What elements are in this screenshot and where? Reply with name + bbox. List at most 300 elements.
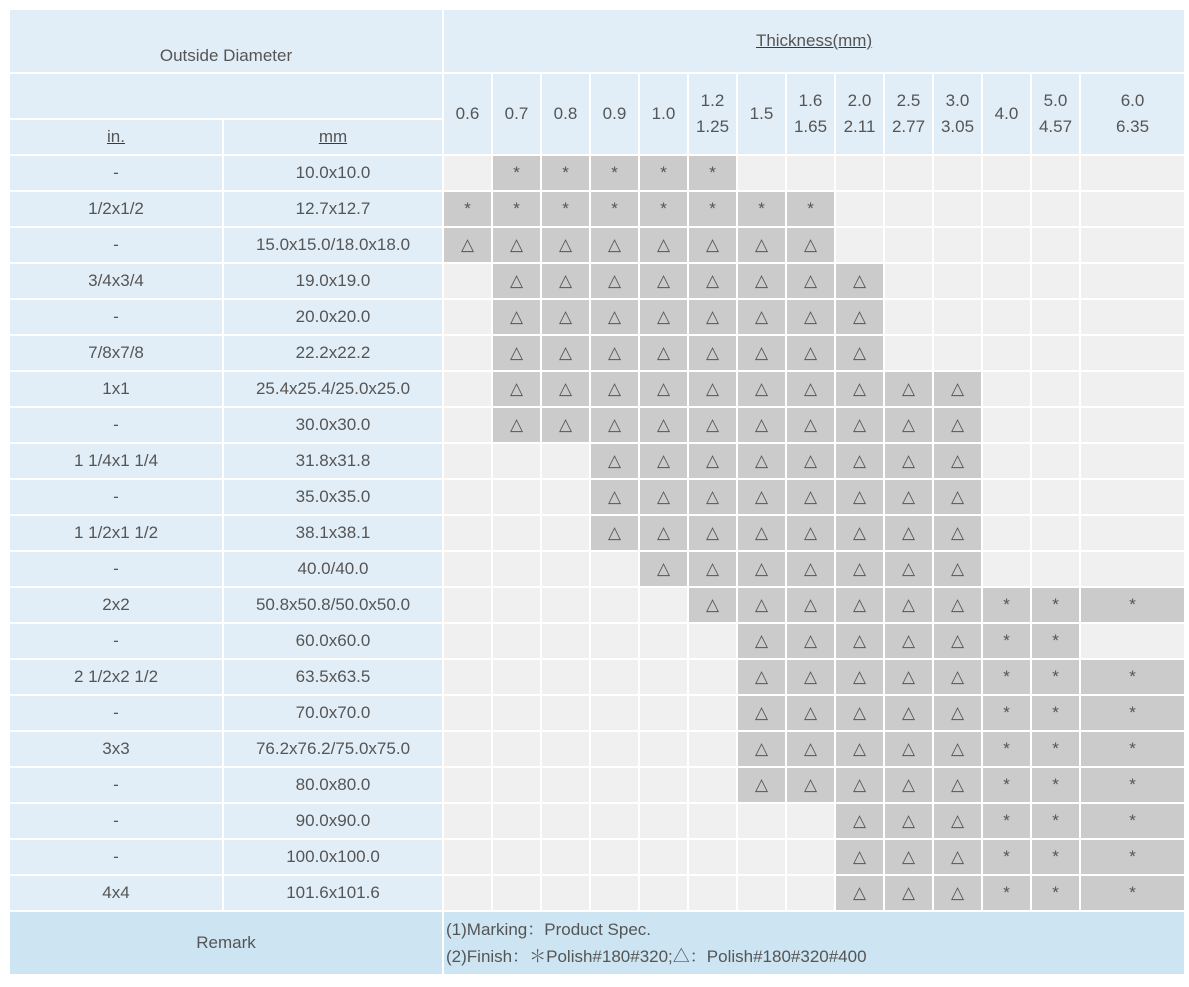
polish-180-320-mark: * xyxy=(982,731,1031,767)
thickness-value: 1.6 xyxy=(798,91,823,110)
empty-cell xyxy=(1080,515,1185,551)
empty-cell xyxy=(590,803,639,839)
polish-180-320-400-mark: △ xyxy=(835,623,884,659)
empty-cell xyxy=(982,299,1031,335)
polish-180-320-400-mark: △ xyxy=(933,443,982,479)
empty-cell xyxy=(443,551,492,587)
remark-text xyxy=(443,911,1185,975)
thickness-value: 1.5 xyxy=(749,104,774,123)
size-inch-cell: - xyxy=(9,407,223,443)
polish-180-320-400-mark: △ xyxy=(933,839,982,875)
thickness-value: 0.7 xyxy=(504,104,529,123)
size-inch-cell: - xyxy=(9,227,223,263)
polish-180-320-mark: * xyxy=(1031,875,1080,911)
spec-table xyxy=(8,8,1186,976)
empty-cell xyxy=(492,839,541,875)
polish-180-320-400-mark: △ xyxy=(786,371,835,407)
polish-180-320-mark: * xyxy=(1031,731,1080,767)
size-inch-cell: 2 1/2x2 1/2 xyxy=(9,659,223,695)
polish-180-320-400-mark: △ xyxy=(590,263,639,299)
empty-cell xyxy=(492,479,541,515)
polish-180-320-400-mark: △ xyxy=(933,659,982,695)
size-inch-cell: - xyxy=(9,551,223,587)
size-inch-cell: - xyxy=(9,839,223,875)
polish-180-320-400-mark: △ xyxy=(786,443,835,479)
thickness-col-12 xyxy=(1031,73,1080,155)
empty-cell xyxy=(737,803,786,839)
header-row-1 xyxy=(9,9,1185,73)
empty-cell xyxy=(492,623,541,659)
empty-cell xyxy=(786,839,835,875)
empty-cell xyxy=(1031,299,1080,335)
polish-180-320-400-mark: △ xyxy=(688,227,737,263)
polish-180-320-400-mark: △ xyxy=(884,551,933,587)
empty-cell xyxy=(443,767,492,803)
table-row xyxy=(9,443,1185,479)
empty-cell xyxy=(492,731,541,767)
empty-cell xyxy=(590,839,639,875)
empty-cell xyxy=(590,875,639,911)
empty-cell xyxy=(884,299,933,335)
polish-180-320-400-mark: △ xyxy=(492,227,541,263)
thickness-label: Thickness(mm) xyxy=(755,31,873,50)
thickness-value-alt: 2.77 xyxy=(891,117,926,136)
empty-cell xyxy=(786,875,835,911)
polish-180-320-400-mark: △ xyxy=(492,335,541,371)
polish-180-320-mark: * xyxy=(1080,803,1185,839)
thickness-value-alt: 2.11 xyxy=(843,117,876,136)
thickness-value: 0.8 xyxy=(553,104,578,123)
polish-180-320-400-mark: △ xyxy=(541,335,590,371)
polish-180-320-400-mark: △ xyxy=(688,335,737,371)
size-inch-cell: 4x4 xyxy=(9,875,223,911)
empty-cell xyxy=(933,191,982,227)
polish-180-320-400-mark: △ xyxy=(884,515,933,551)
polish-180-320-400-mark: △ xyxy=(835,443,884,479)
empty-cell xyxy=(786,803,835,839)
polish-180-320-400-mark: △ xyxy=(492,407,541,443)
polish-180-320-400-mark: △ xyxy=(786,731,835,767)
polish-180-320-400-mark: △ xyxy=(688,407,737,443)
polish-180-320-400-mark: △ xyxy=(933,587,982,623)
thickness-value: 3.0 xyxy=(945,91,970,110)
empty-cell xyxy=(1080,155,1185,191)
empty-cell xyxy=(884,263,933,299)
thickness-col-13 xyxy=(1080,73,1185,155)
thickness-col-5 xyxy=(688,73,737,155)
polish-180-320-mark: * xyxy=(1031,767,1080,803)
polish-180-320-mark: * xyxy=(541,191,590,227)
polish-180-320-400-mark: △ xyxy=(737,623,786,659)
empty-cell xyxy=(492,803,541,839)
size-inch-cell: - xyxy=(9,695,223,731)
polish-180-320-400-mark: △ xyxy=(835,515,884,551)
empty-cell xyxy=(590,731,639,767)
empty-cell xyxy=(443,875,492,911)
polish-180-320-mark: * xyxy=(982,767,1031,803)
polish-180-320-mark: * xyxy=(492,191,541,227)
polish-180-320-400-mark: △ xyxy=(541,299,590,335)
empty-cell xyxy=(639,875,688,911)
empty-cell xyxy=(541,551,590,587)
table-row xyxy=(9,191,1185,227)
polish-180-320-400-mark: △ xyxy=(786,407,835,443)
empty-cell xyxy=(1080,191,1185,227)
empty-cell xyxy=(1031,407,1080,443)
empty-cell xyxy=(541,875,590,911)
empty-cell xyxy=(1031,443,1080,479)
polish-180-320-400-mark: △ xyxy=(786,695,835,731)
empty-cell xyxy=(492,551,541,587)
polish-180-320-mark: * xyxy=(590,191,639,227)
size-mm-cell: 19.0x19.0 xyxy=(223,263,443,299)
polish-180-320-mark: * xyxy=(443,191,492,227)
polish-180-320-400-mark: △ xyxy=(688,479,737,515)
size-mm-cell: 31.8x31.8 xyxy=(223,443,443,479)
polish-180-320-400-mark: △ xyxy=(884,731,933,767)
polish-180-320-400-mark: △ xyxy=(737,695,786,731)
polish-180-320-400-mark: △ xyxy=(786,227,835,263)
polish-180-320-400-mark: △ xyxy=(835,839,884,875)
polish-180-320-400-mark: △ xyxy=(639,227,688,263)
empty-cell xyxy=(933,299,982,335)
polish-180-320-400-mark: △ xyxy=(933,515,982,551)
empty-cell xyxy=(933,227,982,263)
polish-180-320-400-mark: △ xyxy=(933,695,982,731)
polish-180-320-400-mark: △ xyxy=(737,299,786,335)
size-inch-cell: 3x3 xyxy=(9,731,223,767)
table-row xyxy=(9,803,1185,839)
empty-cell xyxy=(1080,335,1185,371)
empty-cell xyxy=(590,551,639,587)
empty-cell xyxy=(443,407,492,443)
empty-cell xyxy=(590,623,639,659)
polish-180-320-mark: * xyxy=(639,191,688,227)
polish-180-320-mark: * xyxy=(541,155,590,191)
polish-180-320-400-mark: △ xyxy=(835,335,884,371)
empty-cell xyxy=(590,659,639,695)
polish-180-320-mark: * xyxy=(982,623,1031,659)
empty-cell xyxy=(590,587,639,623)
polish-180-320-400-mark: △ xyxy=(737,335,786,371)
polish-180-320-mark: * xyxy=(1031,623,1080,659)
table-row xyxy=(9,587,1185,623)
thickness-col-9 xyxy=(884,73,933,155)
polish-180-320-400-mark: △ xyxy=(737,407,786,443)
thickness-value-alt: 1.65 xyxy=(793,117,828,136)
empty-cell xyxy=(1080,263,1185,299)
polish-180-320-400-mark: △ xyxy=(688,551,737,587)
size-inch-cell: - xyxy=(9,803,223,839)
polish-180-320-400-mark: △ xyxy=(492,371,541,407)
polish-180-320-400-mark: △ xyxy=(835,371,884,407)
polish-180-320-400-mark: △ xyxy=(884,875,933,911)
polish-180-320-400-mark: △ xyxy=(933,767,982,803)
polish-180-320-400-mark: △ xyxy=(590,227,639,263)
polish-180-320-400-mark: △ xyxy=(590,515,639,551)
size-mm-cell: 80.0x80.0 xyxy=(223,767,443,803)
polish-180-320-400-mark: △ xyxy=(737,371,786,407)
thickness-col-10 xyxy=(933,73,982,155)
empty-cell xyxy=(737,839,786,875)
polish-180-320-400-mark: △ xyxy=(933,371,982,407)
polish-180-320-400-mark: △ xyxy=(590,371,639,407)
empty-cell xyxy=(688,767,737,803)
empty-cell xyxy=(1080,623,1185,659)
size-mm-cell: 70.0x70.0 xyxy=(223,695,443,731)
polish-180-320-400-mark: △ xyxy=(639,515,688,551)
polish-180-320-mark: * xyxy=(492,155,541,191)
polish-180-320-mark: * xyxy=(982,839,1031,875)
size-inch-cell: - xyxy=(9,155,223,191)
polish-180-320-400-mark: △ xyxy=(884,659,933,695)
table-row xyxy=(9,407,1185,443)
empty-cell xyxy=(541,731,590,767)
polish-180-320-mark: * xyxy=(1031,803,1080,839)
polish-180-320-400-mark: △ xyxy=(688,263,737,299)
thickness-col-4 xyxy=(639,73,688,155)
polish-180-320-mark: * xyxy=(688,155,737,191)
empty-cell xyxy=(1031,515,1080,551)
empty-cell xyxy=(1031,371,1080,407)
thickness-col-11 xyxy=(982,73,1031,155)
polish-180-320-400-mark: △ xyxy=(639,407,688,443)
empty-cell xyxy=(492,767,541,803)
empty-cell xyxy=(786,155,835,191)
size-inch-cell: 1/2x1/2 xyxy=(9,191,223,227)
polish-180-320-400-mark: △ xyxy=(737,731,786,767)
thickness-col-7 xyxy=(786,73,835,155)
polish-180-320-mark: * xyxy=(737,191,786,227)
polish-180-320-mark: * xyxy=(1031,839,1080,875)
polish-180-320-400-mark: △ xyxy=(884,623,933,659)
polish-180-320-400-mark: △ xyxy=(786,335,835,371)
empty-cell xyxy=(541,587,590,623)
table-row xyxy=(9,767,1185,803)
size-inch-cell: 3/4x3/4 xyxy=(9,263,223,299)
remark-label: Remark xyxy=(9,911,443,975)
empty-cell xyxy=(541,839,590,875)
size-inch-cell: - xyxy=(9,767,223,803)
table-row xyxy=(9,839,1185,875)
table-row xyxy=(9,227,1185,263)
empty-cell xyxy=(639,803,688,839)
size-mm-cell: 101.6x101.6 xyxy=(223,875,443,911)
empty-cell xyxy=(982,155,1031,191)
in-column-header xyxy=(9,119,223,155)
empty-cell xyxy=(541,767,590,803)
table-row xyxy=(9,371,1185,407)
table-row xyxy=(9,731,1185,767)
table-row xyxy=(9,263,1185,299)
table-row xyxy=(9,695,1185,731)
polish-180-320-400-mark: △ xyxy=(737,659,786,695)
polish-180-320-mark: * xyxy=(786,191,835,227)
empty-cell xyxy=(1080,227,1185,263)
thickness-value: 5.0 xyxy=(1043,91,1068,110)
remark-marking-line: (1)Marking：Product Spec. xyxy=(446,920,652,939)
polish-180-320-400-mark: △ xyxy=(688,299,737,335)
empty-cell xyxy=(443,155,492,191)
polish-180-320-400-mark: △ xyxy=(884,587,933,623)
polish-180-320-mark: * xyxy=(1080,587,1185,623)
empty-cell xyxy=(639,587,688,623)
size-mm-cell: 20.0x20.0 xyxy=(223,299,443,335)
polish-180-320-400-mark: △ xyxy=(884,767,933,803)
empty-cell xyxy=(1080,443,1185,479)
empty-cell xyxy=(737,155,786,191)
polish-180-320-400-mark: △ xyxy=(835,767,884,803)
polish-180-320-400-mark: △ xyxy=(590,335,639,371)
empty-cell xyxy=(590,695,639,731)
polish-180-320-400-mark: △ xyxy=(884,443,933,479)
empty-cell xyxy=(541,623,590,659)
polish-180-320-mark: * xyxy=(1031,695,1080,731)
thickness-col-6 xyxy=(737,73,786,155)
empty-cell xyxy=(639,623,688,659)
polish-180-320-400-mark: △ xyxy=(737,227,786,263)
polish-180-320-400-mark: △ xyxy=(737,443,786,479)
polish-180-320-400-mark: △ xyxy=(639,479,688,515)
table-row xyxy=(9,659,1185,695)
empty-cell xyxy=(688,875,737,911)
size-mm-cell: 15.0x15.0/18.0x18.0 xyxy=(223,227,443,263)
empty-cell xyxy=(492,695,541,731)
empty-cell xyxy=(835,227,884,263)
empty-cell xyxy=(492,443,541,479)
empty-cell xyxy=(443,263,492,299)
empty-cell xyxy=(933,263,982,299)
empty-cell xyxy=(639,659,688,695)
empty-cell xyxy=(443,515,492,551)
empty-cell xyxy=(982,263,1031,299)
empty-cell xyxy=(1080,299,1185,335)
empty-cell xyxy=(443,479,492,515)
thickness-value: 6.0 xyxy=(1120,91,1145,110)
polish-180-320-400-mark: △ xyxy=(884,695,933,731)
thickness-value: 2.5 xyxy=(896,91,921,110)
polish-180-320-mark: * xyxy=(590,155,639,191)
empty-cell xyxy=(639,839,688,875)
polish-180-320-400-mark: △ xyxy=(639,443,688,479)
empty-cell xyxy=(982,551,1031,587)
polish-180-320-400-mark: △ xyxy=(541,227,590,263)
empty-cell xyxy=(1031,335,1080,371)
thickness-value: 0.6 xyxy=(455,104,480,123)
empty-cell xyxy=(443,659,492,695)
size-inch-cell: 1 1/4x1 1/4 xyxy=(9,443,223,479)
mm-column-header xyxy=(223,119,443,155)
empty-cell xyxy=(492,587,541,623)
empty-cell xyxy=(443,695,492,731)
table-row xyxy=(9,551,1185,587)
empty-cell xyxy=(835,191,884,227)
header-spacer xyxy=(9,73,443,119)
polish-180-320-400-mark: △ xyxy=(737,587,786,623)
empty-cell xyxy=(982,479,1031,515)
polish-180-320-mark: * xyxy=(982,803,1031,839)
thickness-value: 4.0 xyxy=(994,104,1019,123)
size-mm-cell: 22.2x22.2 xyxy=(223,335,443,371)
polish-180-320-mark: * xyxy=(1031,587,1080,623)
empty-cell xyxy=(492,515,541,551)
polish-180-320-400-mark: △ xyxy=(884,479,933,515)
polish-180-320-mark: * xyxy=(982,659,1031,695)
size-mm-cell: 12.7x12.7 xyxy=(223,191,443,227)
empty-cell xyxy=(688,839,737,875)
polish-180-320-400-mark: △ xyxy=(786,623,835,659)
size-mm-cell: 25.4x25.4/25.0x25.0 xyxy=(223,371,443,407)
empty-cell xyxy=(541,695,590,731)
polish-180-320-mark: * xyxy=(1080,659,1185,695)
empty-cell xyxy=(1031,263,1080,299)
polish-180-320-400-mark: △ xyxy=(835,551,884,587)
empty-cell xyxy=(1080,371,1185,407)
empty-cell xyxy=(541,515,590,551)
polish-180-320-400-mark: △ xyxy=(786,479,835,515)
thickness-value: 1.2 xyxy=(700,91,725,110)
polish-180-320-400-mark: △ xyxy=(590,299,639,335)
polish-180-320-400-mark: △ xyxy=(541,407,590,443)
table-row xyxy=(9,875,1185,911)
size-mm-cell: 38.1x38.1 xyxy=(223,515,443,551)
empty-cell xyxy=(492,875,541,911)
empty-cell xyxy=(443,731,492,767)
empty-cell xyxy=(1080,551,1185,587)
thickness-col-0 xyxy=(443,73,492,155)
polish-180-320-400-mark: △ xyxy=(884,839,933,875)
thickness-value-alt: 4.57 xyxy=(1038,117,1073,136)
empty-cell xyxy=(688,803,737,839)
polish-180-320-mark: * xyxy=(982,587,1031,623)
polish-180-320-400-mark: △ xyxy=(933,731,982,767)
empty-cell xyxy=(443,839,492,875)
polish-180-320-400-mark: △ xyxy=(933,407,982,443)
polish-180-320-mark: * xyxy=(982,695,1031,731)
remark-finish-line: (2)Finish：＊Polish#180#320;△：Polish#180#320#400 xyxy=(446,947,867,966)
thickness-value: 0.9 xyxy=(602,104,627,123)
empty-cell xyxy=(688,731,737,767)
polish-180-320-mark: * xyxy=(982,875,1031,911)
polish-180-320-400-mark: △ xyxy=(786,767,835,803)
polish-180-320-400-mark: △ xyxy=(639,299,688,335)
polish-180-320-400-mark: △ xyxy=(737,263,786,299)
polish-180-320-mark: * xyxy=(688,191,737,227)
polish-180-320-400-mark: △ xyxy=(639,335,688,371)
empty-cell xyxy=(541,659,590,695)
polish-180-320-400-mark: △ xyxy=(443,227,492,263)
polish-180-320-mark: * xyxy=(1080,695,1185,731)
empty-cell xyxy=(1080,407,1185,443)
empty-cell xyxy=(1031,479,1080,515)
empty-cell xyxy=(443,299,492,335)
empty-cell xyxy=(1031,191,1080,227)
table-row xyxy=(9,155,1185,191)
empty-cell xyxy=(933,155,982,191)
empty-cell xyxy=(982,371,1031,407)
empty-cell xyxy=(688,695,737,731)
polish-180-320-mark: * xyxy=(1031,659,1080,695)
polish-180-320-400-mark: △ xyxy=(835,263,884,299)
polish-180-320-400-mark: △ xyxy=(933,623,982,659)
size-mm-cell: 35.0x35.0 xyxy=(223,479,443,515)
polish-180-320-400-mark: △ xyxy=(786,299,835,335)
empty-cell xyxy=(443,371,492,407)
empty-cell xyxy=(639,695,688,731)
polish-180-320-400-mark: △ xyxy=(737,515,786,551)
polish-180-320-400-mark: △ xyxy=(835,659,884,695)
thickness-value: 2.0 xyxy=(847,91,872,110)
